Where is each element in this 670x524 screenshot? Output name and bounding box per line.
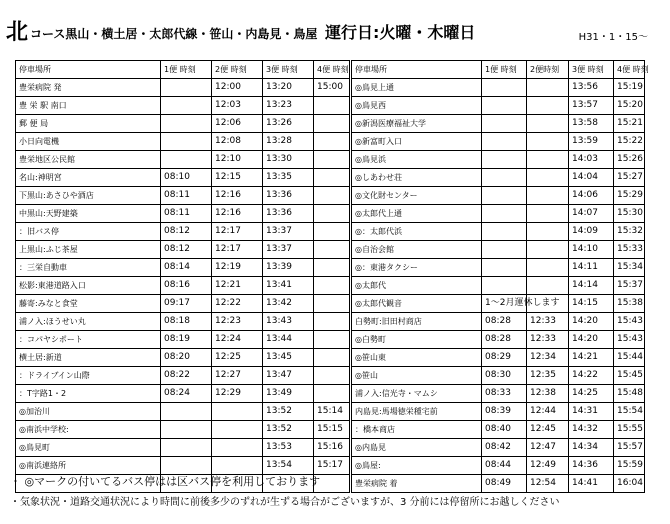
time-cell [161,133,212,151]
time-cell: 13:30 [263,151,314,169]
time-cell [212,439,263,457]
stop-name-cell: 豊栄病院 着 [351,475,482,493]
time-cell: 15:16 [314,439,351,457]
column-header: 2便 時刻 [212,61,263,79]
stop-name-cell: ：橋本商店 [351,421,482,439]
time-cell: 12:49 [527,457,569,475]
time-cell [161,151,212,169]
stop-name-cell: ◎：東港タクシー [351,259,482,277]
time-cell: 12:19 [212,259,263,277]
time-cell: 14:20 [569,331,614,349]
time-cell: 12:15 [212,169,263,187]
stop-name-cell: 名山:神明宮 [16,169,161,187]
time-cell: 08:10 [161,169,212,187]
stop-name-cell: ◎鳥見上通 [351,79,482,97]
time-cell: 14:20 [569,313,614,331]
time-cell: 08:44 [482,457,527,475]
time-cell: 14:09 [569,223,614,241]
time-cell: 14:15 [569,295,614,313]
time-cell [314,187,351,205]
time-cell [161,421,212,439]
time-cell [314,331,351,349]
stop-name-cell: 豊 栄 駅 南口 [16,97,161,115]
time-cell [527,115,569,133]
time-cell: 08:11 [161,187,212,205]
time-cell [212,457,263,475]
time-cell: 08:42 [482,439,527,457]
stop-name-cell: 白勢町:旧田村商店 [351,313,482,331]
column-header: 停車場所 [16,61,161,79]
note-marker: ・ ◎マークの付いてるバス停はは区バス停を利用しております [10,475,321,488]
table-row [16,295,645,313]
stop-name-cell: ：三栄自動車 [16,259,161,277]
time-cell [314,133,351,151]
time-cell: 13:39 [263,259,314,277]
time-cell: 15:43 [614,331,645,349]
time-cell: 15:57 [614,439,645,457]
stop-name-cell: 郵 便 局 [16,115,161,133]
column-header: 1便 時刻 [161,61,212,79]
table-row [16,187,645,205]
time-cell [482,79,527,97]
time-cell: 12:17 [212,241,263,259]
header-row [16,61,645,79]
time-cell [161,403,212,421]
time-cell: 15:38 [614,295,645,313]
time-cell [527,79,569,97]
time-cell: 14:32 [569,421,614,439]
time-cell: 12:17 [212,223,263,241]
time-cell: 12:25 [212,349,263,367]
time-cell: 08:24 [161,385,212,403]
table-row [16,259,645,277]
time-cell: 15:48 [614,385,645,403]
stop-name-cell: 浦ノ入:ほうせい丸 [16,313,161,331]
time-cell [161,79,212,97]
time-cell [314,241,351,259]
stop-name-cell: ◎しあわせ荘 [351,169,482,187]
time-cell: 12:06 [212,115,263,133]
time-cell: 14:34 [569,439,614,457]
time-cell: 15:26 [614,151,645,169]
time-cell: 12:24 [212,331,263,349]
time-cell: 08:28 [482,331,527,349]
table-row [16,79,645,97]
stop-name-cell: 中黒山:天野建築 [16,205,161,223]
time-cell: 13:28 [263,133,314,151]
time-cell: 12:27 [212,367,263,385]
time-cell: 15:33 [614,241,645,259]
time-cell: 15:45 [614,367,645,385]
time-cell [527,223,569,241]
time-cell [314,223,351,241]
time-cell [314,367,351,385]
time-cell: 13:37 [263,241,314,259]
time-cell: 15:21 [614,115,645,133]
stop-name-cell: ◎鳥見町 [16,439,161,457]
column-header: 4便 時刻 [614,61,645,79]
time-cell [314,205,351,223]
time-cell [527,241,569,259]
time-cell [161,457,212,475]
time-cell: 13:56 [569,79,614,97]
note-delay: ・気象状況・道路交通状況により時間に前後多少のずれが生ずる場合がございますが、3 分前には停留所にお越しください [10,497,560,508]
stop-name-cell: 豊栄地区公民館 [16,151,161,169]
time-cell: 15:00 [314,79,351,97]
time-cell: 13:43 [263,313,314,331]
time-cell: 12:21 [212,277,263,295]
time-cell: 14:14 [569,277,614,295]
time-cell [527,259,569,277]
time-cell: 08:22 [161,367,212,385]
stop-name-cell: 内島見:馬場徳栄種宅前 [351,403,482,421]
time-cell: 14:21 [569,349,614,367]
stop-name-cell: ◎笹山 [351,367,482,385]
table-row [16,367,645,385]
table-row [16,241,645,259]
table-row [16,421,645,439]
stop-name-cell: ◎太郎代 [351,277,482,295]
time-cell: 12:10 [212,151,263,169]
time-cell: 14:10 [569,241,614,259]
table-row [16,385,645,403]
stop-name-cell: ◎加治川 [16,403,161,421]
time-cell: 08:20 [161,349,212,367]
stop-name-cell: ◎白勢町 [351,331,482,349]
column-header: 2便時刻 [527,61,569,79]
time-cell: 15:22 [614,133,645,151]
time-cell: 15:20 [614,97,645,115]
table-row [16,313,645,331]
stop-name-cell: 上黒山:ふじ茶屋 [16,241,161,259]
time-cell: 15:14 [314,403,351,421]
time-cell: 15:32 [614,223,645,241]
operating-days: 運行日:火曜・木曜日 [325,23,476,42]
time-cell [212,403,263,421]
time-cell: 15:54 [614,403,645,421]
time-cell [161,97,212,115]
table-row [16,151,645,169]
stop-name-cell: 松影:東港道路入口 [16,277,161,295]
stop-name-cell: 藤寄:みなと食堂 [16,295,161,313]
time-cell: 15:17 [314,457,351,475]
time-cell: 12:45 [527,421,569,439]
time-cell: 13:35 [263,169,314,187]
time-cell: 13:23 [263,97,314,115]
time-cell: 14:04 [569,169,614,187]
time-cell [314,313,351,331]
time-cell: 12:16 [212,205,263,223]
time-cell: 15:15 [314,421,351,439]
time-cell: 13:45 [263,349,314,367]
time-cell [527,151,569,169]
time-cell: 15:37 [614,277,645,295]
time-cell: 12:03 [212,97,263,115]
stop-name-cell: 豊栄病院 発 [16,79,161,97]
time-cell: 15:59 [614,457,645,475]
time-cell [212,421,263,439]
route-title-stops: コース黒山・横土居・太郎代線・笹山・内島見・鳥屋 [30,27,318,41]
time-cell [527,187,569,205]
time-cell [482,241,527,259]
time-cell: 13:36 [263,187,314,205]
stop-name-cell: 横土居:新道 [16,349,161,367]
stop-name-cell: ◎新潟医療福祉大学 [351,115,482,133]
time-cell: 12:16 [212,187,263,205]
time-cell: 12:08 [212,133,263,151]
time-cell: 13:47 [263,367,314,385]
time-cell: 08:30 [482,367,527,385]
time-cell [482,115,527,133]
table-row [16,457,645,475]
time-cell [161,439,212,457]
time-cell: 08:19 [161,331,212,349]
time-cell: 13:41 [263,277,314,295]
time-cell: 13:58 [569,115,614,133]
time-cell: 14:25 [569,385,614,403]
time-cell [482,223,527,241]
time-cell: 14:22 [569,367,614,385]
route-title-north: 北 [6,20,29,45]
time-cell: 15:44 [614,349,645,367]
table-row [16,115,645,133]
time-cell: 08:40 [482,421,527,439]
time-cell: 15:30 [614,205,645,223]
time-cell: 13:54 [263,457,314,475]
time-cell: 15:19 [614,79,645,97]
stop-name-cell: ：T字路1・2 [16,385,161,403]
time-cell: 12:33 [527,331,569,349]
time-cell: 13:59 [569,133,614,151]
table-row [16,349,645,367]
time-cell: 14:06 [569,187,614,205]
time-cell [314,349,351,367]
time-cell [527,277,569,295]
stop-name-cell: ◎鳥見浜 [351,151,482,169]
time-cell: 13:52 [263,403,314,421]
time-cell: 12:44 [527,403,569,421]
table-row [16,133,645,151]
time-cell [482,97,527,115]
timetable [15,60,649,493]
time-cell: 08:16 [161,277,212,295]
time-cell: 12:47 [527,439,569,457]
time-cell [527,169,569,187]
time-cell [527,205,569,223]
time-cell: 13:36 [263,205,314,223]
time-cell: 14:03 [569,151,614,169]
time-cell [527,97,569,115]
time-cell: 1～2月運休します [482,295,527,313]
time-cell [314,169,351,187]
table-row [16,403,645,421]
time-cell: 14:31 [569,403,614,421]
time-cell: 13:26 [263,115,314,133]
time-cell: 13:53 [263,439,314,457]
stop-name-cell: ◎：太郎代浜 [351,223,482,241]
time-cell: 14:36 [569,457,614,475]
time-cell [482,151,527,169]
stop-name-cell: ◎文化財センター [351,187,482,205]
time-cell [482,133,527,151]
stop-name-cell: ◎自治会館 [351,241,482,259]
time-cell [482,277,527,295]
stop-name-cell: ◎南浜中学校: [16,421,161,439]
time-cell [161,115,212,133]
time-cell: 16:04 [614,475,645,493]
time-cell [314,115,351,133]
time-cell: 14:41 [569,475,614,493]
time-cell: 12:00 [212,79,263,97]
table-row [16,277,645,295]
time-cell: 08:12 [161,241,212,259]
table-row [16,439,645,457]
stop-name-cell: ◎太郎代上通 [351,205,482,223]
time-cell [482,259,527,277]
time-cell: 08:28 [482,313,527,331]
time-cell: 15:27 [614,169,645,187]
time-cell [314,151,351,169]
time-cell: 15:34 [614,259,645,277]
stop-name-cell: 浦ノ入:信光寺・マムシ [351,385,482,403]
effective-date: H31・1・15～ [578,32,648,43]
time-cell: 12:33 [527,313,569,331]
time-cell: 08:11 [161,205,212,223]
stop-name-cell: ：旧バス停 [16,223,161,241]
time-cell: 13:37 [263,223,314,241]
table-row [16,331,645,349]
time-cell: 12:54 [527,475,569,493]
time-cell: 08:33 [482,385,527,403]
time-cell: 08:14 [161,259,212,277]
time-cell: 15:43 [614,313,645,331]
time-cell: 12:29 [212,385,263,403]
time-cell: 08:18 [161,313,212,331]
stop-name-cell: ：コパヤシポート [16,331,161,349]
time-cell: 14:07 [569,205,614,223]
stop-name-cell: ◎太郎代観音 [351,295,482,313]
stop-name-cell: ◎鳥屋: [351,457,482,475]
column-header: 1便 時刻 [482,61,527,79]
time-cell: 12:38 [527,385,569,403]
time-cell: 15:29 [614,187,645,205]
time-cell: 12:23 [212,313,263,331]
time-cell: 08:49 [482,475,527,493]
stop-name-cell: 下黒山:あさひや酒店 [16,187,161,205]
time-cell [314,385,351,403]
time-cell [314,277,351,295]
stop-name-cell: ◎新富町入口 [351,133,482,151]
time-cell [482,205,527,223]
time-cell: 08:39 [482,403,527,421]
column-header: 3便 時刻 [569,61,614,79]
time-cell: 15:55 [614,421,645,439]
column-header: 4便 時刻 [314,61,351,79]
time-cell [314,97,351,115]
table-row [16,223,645,241]
stop-name-cell: ◎内島見 [351,439,482,457]
time-cell: 08:12 [161,223,212,241]
time-cell: 12:34 [527,349,569,367]
time-cell [314,295,351,313]
table-row [16,97,645,115]
time-cell: 13:49 [263,385,314,403]
table-row [16,205,645,223]
table-row [16,169,645,187]
header [6,20,666,50]
time-cell [314,259,351,277]
time-cell: 13:20 [263,79,314,97]
time-cell [482,187,527,205]
time-cell: 12:35 [527,367,569,385]
time-cell: 13:44 [263,331,314,349]
time-cell [482,169,527,187]
time-cell [527,133,569,151]
time-cell: 14:11 [569,259,614,277]
time-cell: 13:52 [263,421,314,439]
time-cell: 13:57 [569,97,614,115]
stop-name-cell: ◎笹山東 [351,349,482,367]
time-cell: 09:17 [161,295,212,313]
stop-name-cell: ：ドライブイン山際 [16,367,161,385]
stop-name-cell: 小日向電機 [16,133,161,151]
column-header: 3便 時刻 [263,61,314,79]
column-header: 停車場所 [351,61,482,79]
stop-name-cell: ◎鳥見西 [351,97,482,115]
time-cell: 08:29 [482,349,527,367]
time-cell: 13:42 [263,295,314,313]
stop-name-cell: ◎南浜連絡所 [16,457,161,475]
time-cell: 12:22 [212,295,263,313]
